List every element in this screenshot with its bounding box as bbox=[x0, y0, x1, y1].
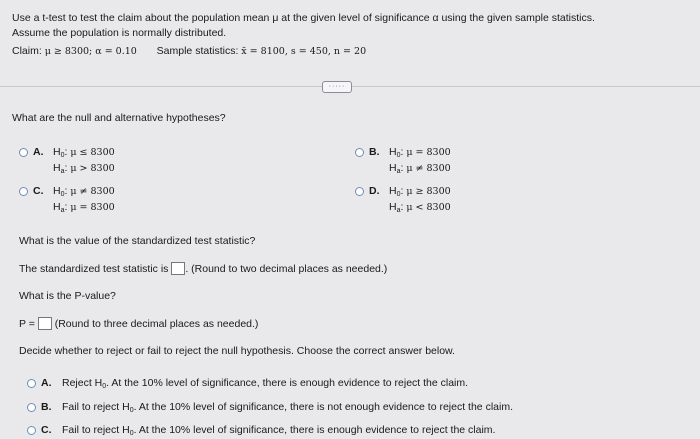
pvalue-prefix: P = bbox=[19, 318, 35, 330]
claim-value: μ ≥ 8300; α = 0.10 bbox=[44, 46, 137, 57]
pvalue-input[interactable] bbox=[38, 317, 52, 330]
option-b-h0: $H_0$: μ = 8300 bbox=[389, 146, 451, 159]
option-c-ha: $H_a$: μ = 8300 bbox=[53, 201, 115, 214]
option-b-letter: B. bbox=[369, 146, 380, 158]
option-a-h0: $H_0$: μ ≤ 8300 bbox=[53, 146, 115, 159]
problem-line-1: Use a t-test to test the claim about the population mean μ at the given level of significance α using the given sample statistics. bbox=[12, 12, 595, 24]
radio-decision-c[interactable] bbox=[27, 426, 36, 435]
radio-option-d[interactable] bbox=[355, 187, 364, 196]
option-a-ha: $H_a$: μ > 8300 bbox=[53, 162, 115, 175]
hypotheses-question: What are the null and alternative hypotheses? bbox=[12, 112, 226, 124]
radio-option-a[interactable] bbox=[19, 148, 28, 157]
radio-decision-b[interactable] bbox=[27, 403, 36, 412]
pvalue-row bbox=[19, 317, 258, 330]
option-a-letter: A. bbox=[33, 146, 44, 158]
radio-option-b[interactable] bbox=[355, 148, 364, 157]
expand-more-button[interactable]: ····· bbox=[322, 81, 352, 93]
test-stat-row: The standardized test statistic is . (Round to two decimal places as needed.) bbox=[19, 263, 388, 275]
radio-option-c[interactable] bbox=[19, 187, 28, 196]
problem-claim bbox=[12, 45, 366, 57]
decision-a-letter: A. bbox=[41, 377, 52, 389]
stats-value: x̄ = 8100, s = 450, n = 20 bbox=[241, 46, 367, 57]
decision-c-text: Fail to reject $H_0$. At the 10% level of significance, there is enough evidence to reject the claim. bbox=[62, 424, 496, 437]
test-stat-prefix: The standardized test statistic is bbox=[19, 263, 169, 275]
decision-question: Decide whether to reject or fail to reject the null hypothesis. Choose the correct answer below. bbox=[19, 345, 455, 357]
problem-line-2: Assume the population is normally distributed. bbox=[12, 27, 227, 39]
claim-label: Claim: bbox=[12, 45, 42, 57]
test-stat-input[interactable] bbox=[171, 262, 185, 275]
option-c-h0: $H_0$: μ ≠ 8300 bbox=[53, 185, 115, 198]
pvalue-hint: (Round to three decimal places as needed.) bbox=[54, 318, 259, 330]
option-b-ha: $H_a$: μ ≠ 8300 bbox=[389, 162, 451, 175]
decision-b-text: Fail to reject $H_0$. At the 10% level of significance, there is not enough evidence to reject the claim. bbox=[62, 401, 513, 414]
stats-label: Sample statistics: bbox=[156, 45, 239, 57]
decision-c-letter: C. bbox=[41, 424, 52, 436]
decision-a-text: Reject $H_0$. At the 10% level of significance, there is enough evidence to reject the claim. bbox=[62, 377, 469, 390]
radio-decision-a[interactable] bbox=[27, 379, 36, 388]
option-c-letter: C. bbox=[33, 185, 44, 197]
decision-b-letter: B. bbox=[41, 401, 52, 413]
pvalue-question: What is the P-value? bbox=[19, 290, 116, 302]
option-d-h0: $H_0$: μ ≥ 8300 bbox=[389, 185, 451, 198]
option-d-letter: D. bbox=[369, 185, 380, 197]
test-stat-hint: (Round to two decimal places as needed.) bbox=[191, 263, 388, 275]
test-stat-question: What is the value of the standardized test statistic? bbox=[19, 235, 256, 247]
option-d-ha: $H_a$: μ < 8300 bbox=[389, 201, 451, 214]
